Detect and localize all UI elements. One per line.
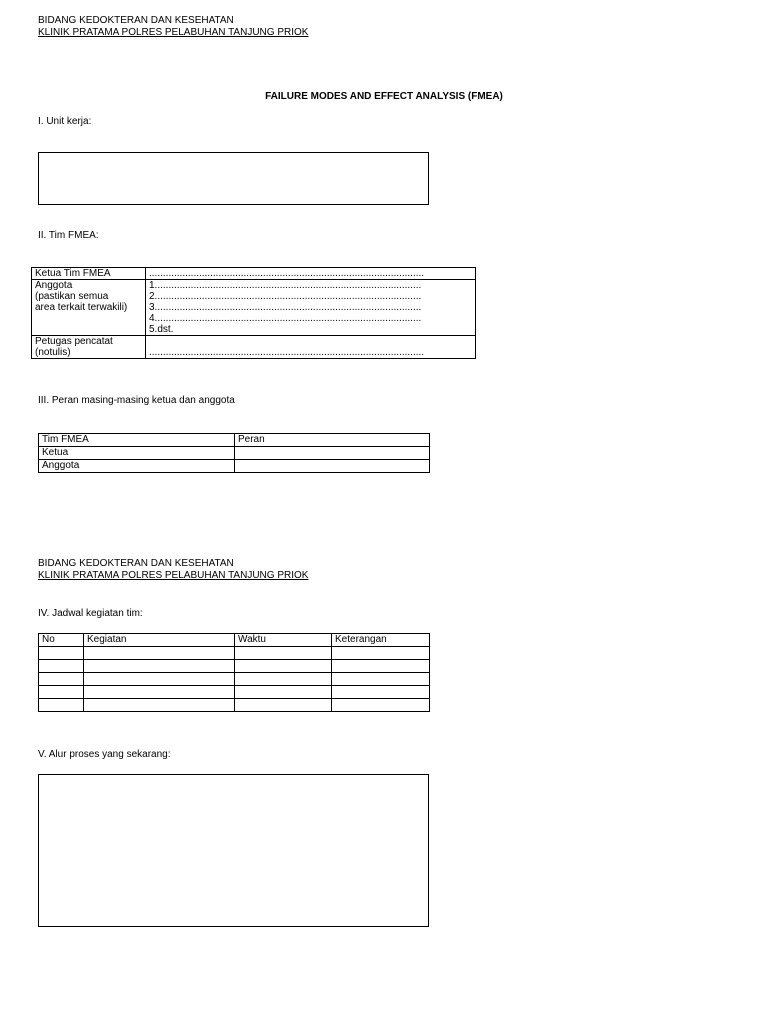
- header-peran: Peran: [235, 434, 430, 447]
- cell-keterangan[interactable]: [332, 673, 430, 686]
- table-row: [39, 673, 430, 686]
- anggota-line-4: 4................................................................................................: [149, 313, 422, 324]
- ketua-label-cell: [32, 268, 146, 280]
- unit-kerja-field[interactable]: [38, 152, 429, 205]
- cell-no[interactable]: [39, 699, 84, 712]
- cell-kegiatan[interactable]: [84, 673, 235, 686]
- row-anggota-peran-cell[interactable]: [235, 460, 430, 473]
- table-header-row: [39, 434, 430, 447]
- table-row: [39, 699, 430, 712]
- anggota-label-cell: [32, 280, 146, 336]
- table-row: [39, 660, 430, 673]
- anggota-line-2: 2................................................................................................: [149, 291, 422, 302]
- cell-kegiatan[interactable]: [84, 686, 235, 699]
- clinic-name: KLINIK PRATAMA POLRES PELABUHAN TANJUNG PRIOK: [38, 27, 309, 38]
- clinic-name-page2: KLINIK PRATAMA POLRES PELABUHAN TANJUNG PRIOK: [38, 570, 309, 581]
- header-kegiatan: Kegiatan: [84, 634, 235, 647]
- header-waktu: Waktu: [235, 634, 332, 647]
- notulis-label-cell: [32, 336, 146, 359]
- table-row: [39, 447, 430, 460]
- cell-keterangan[interactable]: [332, 647, 430, 660]
- notulis-blank-line: [149, 336, 472, 347]
- cell-waktu[interactable]: [235, 673, 332, 686]
- cell-no[interactable]: [39, 647, 84, 660]
- institution-name-page2: BIDANG KEDOKTERAN DAN KESEHATAN: [38, 558, 234, 569]
- anggota-label: Anggota: [35, 280, 73, 291]
- cell-keterangan[interactable]: [332, 660, 430, 673]
- cell-waktu[interactable]: [235, 686, 332, 699]
- cell-kegiatan[interactable]: [84, 660, 235, 673]
- table-row: [32, 280, 476, 336]
- cell-kegiatan[interactable]: [84, 699, 235, 712]
- row-ketua-peran-cell[interactable]: [235, 447, 430, 460]
- row-ketua-label: Ketua: [39, 447, 235, 460]
- section-peran-label: III. Peran masing-masing ketua dan anggota: [38, 395, 235, 406]
- row-anggota-label: Anggota: [39, 460, 235, 473]
- tim-fmea-table: [31, 267, 476, 359]
- header-no: No: [39, 634, 84, 647]
- table-row: [32, 268, 476, 280]
- anggota-line-3: 3................................................................................................: [149, 302, 422, 313]
- cell-no[interactable]: [39, 686, 84, 699]
- table-row: [32, 336, 476, 359]
- cell-keterangan[interactable]: [332, 699, 430, 712]
- alur-proses-field[interactable]: [38, 774, 429, 927]
- jadwal-table: [38, 633, 430, 712]
- anggota-line-5: 5.dst.: [149, 324, 174, 335]
- table-row: [39, 460, 430, 473]
- peran-table: [38, 433, 430, 473]
- cell-no[interactable]: [39, 660, 84, 673]
- notulis-value-cell[interactable]: [146, 336, 476, 359]
- cell-kegiatan[interactable]: [84, 647, 235, 660]
- ketua-dotted-line: ...................................................................................................: [149, 268, 425, 279]
- notulis-label: Petugas pencatat: [35, 336, 113, 347]
- section-unit-kerja-label: I. Unit kerja:: [38, 116, 92, 127]
- header-tim-fmea: Tim FMEA: [39, 434, 235, 447]
- table-row: [39, 647, 430, 660]
- header-keterangan: Keterangan: [332, 634, 430, 647]
- section-tim-fmea-label: II. Tim FMEA:: [38, 230, 99, 241]
- cell-waktu[interactable]: [235, 699, 332, 712]
- section-jadwal-label: IV. Jadwal kegiatan tim:: [38, 608, 143, 619]
- table-header-row: [39, 634, 430, 647]
- ketua-label: Ketua Tim FMEA: [35, 268, 111, 279]
- section-alur-proses-label: V. Alur proses yang sekarang:: [38, 749, 171, 760]
- cell-waktu[interactable]: [235, 647, 332, 660]
- notulis-dotted-line: ...................................................................................................: [149, 347, 425, 358]
- anggota-line-1: 1................................................................................................: [149, 280, 422, 291]
- cell-no[interactable]: [39, 673, 84, 686]
- document-title: FAILURE MODES AND EFFECT ANALYSIS (FMEA): [265, 91, 503, 102]
- anggota-note-line1: (pastikan semua: [35, 291, 109, 302]
- cell-waktu[interactable]: [235, 660, 332, 673]
- notulis-note: (notulis): [35, 347, 71, 358]
- ketua-value-cell[interactable]: [146, 268, 476, 280]
- institution-name: BIDANG KEDOKTERAN DAN KESEHATAN: [38, 15, 234, 26]
- table-row: [39, 686, 430, 699]
- anggota-note-line2: area terkait terwakili): [35, 302, 128, 313]
- cell-keterangan[interactable]: [332, 686, 430, 699]
- anggota-value-cell[interactable]: [146, 280, 476, 336]
